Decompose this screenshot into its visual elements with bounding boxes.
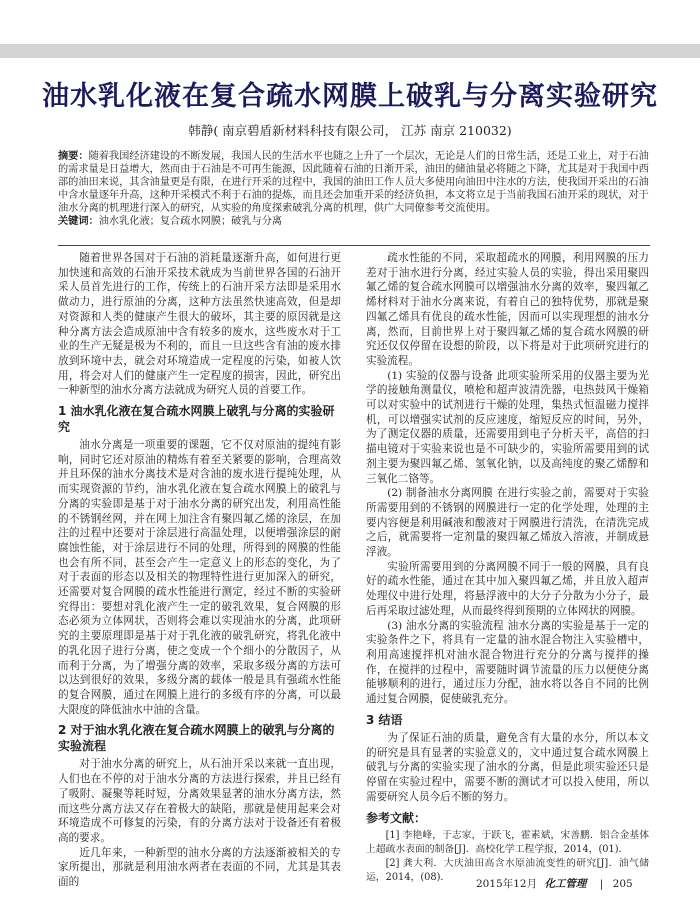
author-affiliation: 韩静( 南京碧盾新材料科技有限公司， 江苏 南京 210032) [188, 123, 512, 138]
abstract-block [58, 150, 650, 228]
magazine-name: 化工管理 [544, 878, 587, 890]
section-2-paragraph-2: 近几年来，一种新型的油水分离的方法逐渐被相关的专家所提出，那就是利用油水两者在表面的不同，尤其是其表面的 [58, 846, 341, 889]
abstract-divider [58, 245, 650, 246]
section-1-paragraph: 油水分离是一项重要的课题，它不仅对原油的提纯有影响，同时它还对原油的精炼有着至关紧要的影响，合理高效并且环保的油水分离技术是对含油的废水进行提纯处理，从而实现资源的节约，油水乳化液在复合疏水网膜上的破乳与分离的实验即是基于对于油水分离的研究出发，利用高性能的不锈钢丝网，并在网上加注含有聚四氟乙烯的涂层，在加注的过程中还要对于涂层进行高温处理，以便增强涂层的耐腐蚀性能，对于涂层进行不同的处理，所得到的网膜的性能也会有所不同，甚至会产生一定意义上的形态的变化，为了对于表面的形态以及相关的物理特性进行更加深入的研究，还需要对复合网膜的疏水性能进行测定，经过不断的实验研究得出：要想对乳化液产生一定的破乳效果，复合网膜的形态必须为立体网状，否则将会难以实现油水的分离，此项研究的主要原理即是基于对于乳化液的破乳研究，将乳化液中的乳化因子进行分离，使之变成一个个细小的分散因子，从而利于分离，为了增强分离的效率，采取多级分离的方法可以达到很好的效果，多级分离的载体一般是具有强疏水性能的复合网膜，通过在网膜上进行的多级有序的分离，可以最大限度的降低油水中油的含量。 [58, 439, 341, 716]
keywords-label: 关键词： [58, 216, 99, 227]
abstract-label: 摘要： [58, 151, 89, 162]
left-column [58, 251, 341, 890]
reference-2: [2] 龚大利．大庆油田高含水原油流变性的研究[J]．油气储运，2014，(08)． [366, 858, 649, 884]
section-1-heading: 1 油水乳化液在复合疏水网膜上破乳与分离的实验研究 [58, 404, 335, 435]
section-2-heading: 2 对于油水乳化液在复合疏水网膜上的破乳与分离的实验流程 [58, 723, 335, 754]
step-1-equipment: (1) 实验的仪器与设备 此项实验所采用的仪器主要为光学的接触角测量仪，喷枪和超声波清洗器，电热鼓风干燥箱可以对实验中的试剂进行干燥的处理，集热式恒温磁力搅拌机，可以增强实试剂的反应速度，缩短反应的时间，另外，为了测定仪器的质量，还需要用到电子分析天平，高倍的扫描电镜对于实验来说也是不可缺少的，实验所需要用到的试剂主要为聚四氟乙烯、氢氧化钠，以及高纯度的聚乙烯醇和三氧化二铬等。 [366, 369, 649, 485]
top-band [0, 44, 700, 58]
issue-date: 2015年12月 [476, 878, 538, 890]
page-number: 205 [612, 878, 633, 890]
reference-1: [1] 李艳峰，于志家，于跃飞，霍素斌，宋善鹏．铝合金基体上超疏水表面的制备[J]．高校化学工程学报，2014，(01)． [366, 830, 649, 856]
step-2-membrane: (2) 制备油水分离网膜 在进行实验之前，需要对于实验所需要用到的不锈钢的网膜进行一定的化学处理，处理的主要内容便是利用碱液和酸液对于网膜进行清洗，在清洗完成之后，就需要将一定剂量的聚四氟乙烯放入溶液，并制成悬浮液。 [366, 487, 649, 559]
references-heading: 参考文献： [366, 811, 427, 826]
abstract-text: 随着我国经济建设的不断发展，我国人民的生活水平也随之上升了一个层次，无论是人们的日常生活，还是工业上，对于石油的需求量是日益增大，然而由于石油是不可再生能源，因此随着石油的日渐开采，油田的储油量必将随之下降，尤其是对于我国中西部的油田来说，其含油量更是有限，在进行开采的过程中，我国的油田工作人员大多使用向油田中注水的方法，使我国开采出的石油中含水量逐年升高，这种开采模式不利于石油的提炼，而且还会加重开采的经济负担，本文将立足于当前我国石油开采的现状，对于油水分离的机理进行深入的研究，从实验的角度探索破乳分离的机理，供广大同僚参考交流使用。 [58, 151, 649, 214]
step-3-process: (3) 油水分离的实验流程 油水分离的实验是基于一定的实验条件之下，将具有一定量的油水混合物注入实验槽中，利用高速搅拌机对油水混合物进行充分的分离与搅拌的操作，在搅拌的过程中，需要随时调节流量的压力以便使分离能够顺利的进行，通过压力分配，油水将以各自不同的比例通过复合网膜，促使破乳充分。 [366, 619, 649, 706]
page-title: 油水乳化液在复合疏水网膜上破乳与分离实验研究 [42, 81, 658, 112]
right-column [366, 251, 649, 885]
footer-separator: | [599, 878, 604, 890]
keywords-text: 油水乳化液；复合疏水网膜；破乳与分离 [98, 216, 283, 227]
abstract [58, 150, 650, 215]
page-footer [476, 876, 633, 891]
continued-paragraph: 疏水性能的不同，采取超疏水的网膜，利用网膜的压力差对于油水进行分离，经过实验人员的实验，得出采用聚四氟乙烯的复合疏水网膜可以增强油水分离的效率，聚四氟乙烯材料对于油水分离来说，有着自己的独特优势，那就是聚四氟乙烯具有优良的疏水性能，因而可以实现理想的油水分离，然而，目前世界上对于聚四氟乙烯的复合疏水网膜的研究还仅仅停留在设想的阶段，以下将是对于此项研究进行的实验流程。 [366, 252, 649, 367]
conclusion-paragraph: 为了保证石油的质量，避免含有大量的水分，所以本文的研究是具有显著的实验意义的，文中通过复合疏水网膜上破乳与分离的实验实现了油水的分离，但是此项实验还只是停留在实验过程中，需要不断的测试才可以投入使用，所以需要研究人员今后不断的努力。 [366, 731, 649, 803]
step-2-detail: 实验所需要用到的分离网膜不同于一般的网膜，具有良好的疏水性能，通过在其中加入聚四氟乙烯，并且放入超声处理仪中进行处理，将悬浮液中的大分子分散为小分子，最后再采取过滤处理，从而最终得到预期的立体网状的网膜。 [366, 560, 649, 617]
keywords [58, 215, 650, 228]
section-2-paragraph-1: 对于油水分离的研究上，从石油开采以来就一直出现，人们也在不停的对于油水分离的方法进行探索，并且已经有了吸附、凝聚等耗时短，分离效果显著的油水分离方法，然而这些分离方法又存在着极大的缺陷，那就是使用起来会对环境造成不可修复的污染，有的分离方法对于设备还有着极高的要求。 [58, 758, 341, 844]
section-3-heading: 3 结语 [366, 712, 403, 727]
intro-paragraph: 随着世界各国对于石油的消耗量逐渐升高，如何进行更加快速和高效的石油开采技术就成为当前世界各国的石油开采人员首先进行的工作，传统上的石油开采方法即是采用水做动力，进行原油的分离，这种方法虽然快速高效，但是却对资源和人类的健康产生很大的破坏，其主要的原因就是这种分离方法会造成原油中含有较多的废水，这些废水对于工业的生产无疑是极为不利的，而且一旦这些含有油的废水排放到环境中去，就会对环境造成一定程度的污染，如被人饮用，将会对人们的健康产生一定程度的损害，因此，研究出一种新型的油水分离方法就成为研究人员的首要工作。 [58, 252, 341, 397]
